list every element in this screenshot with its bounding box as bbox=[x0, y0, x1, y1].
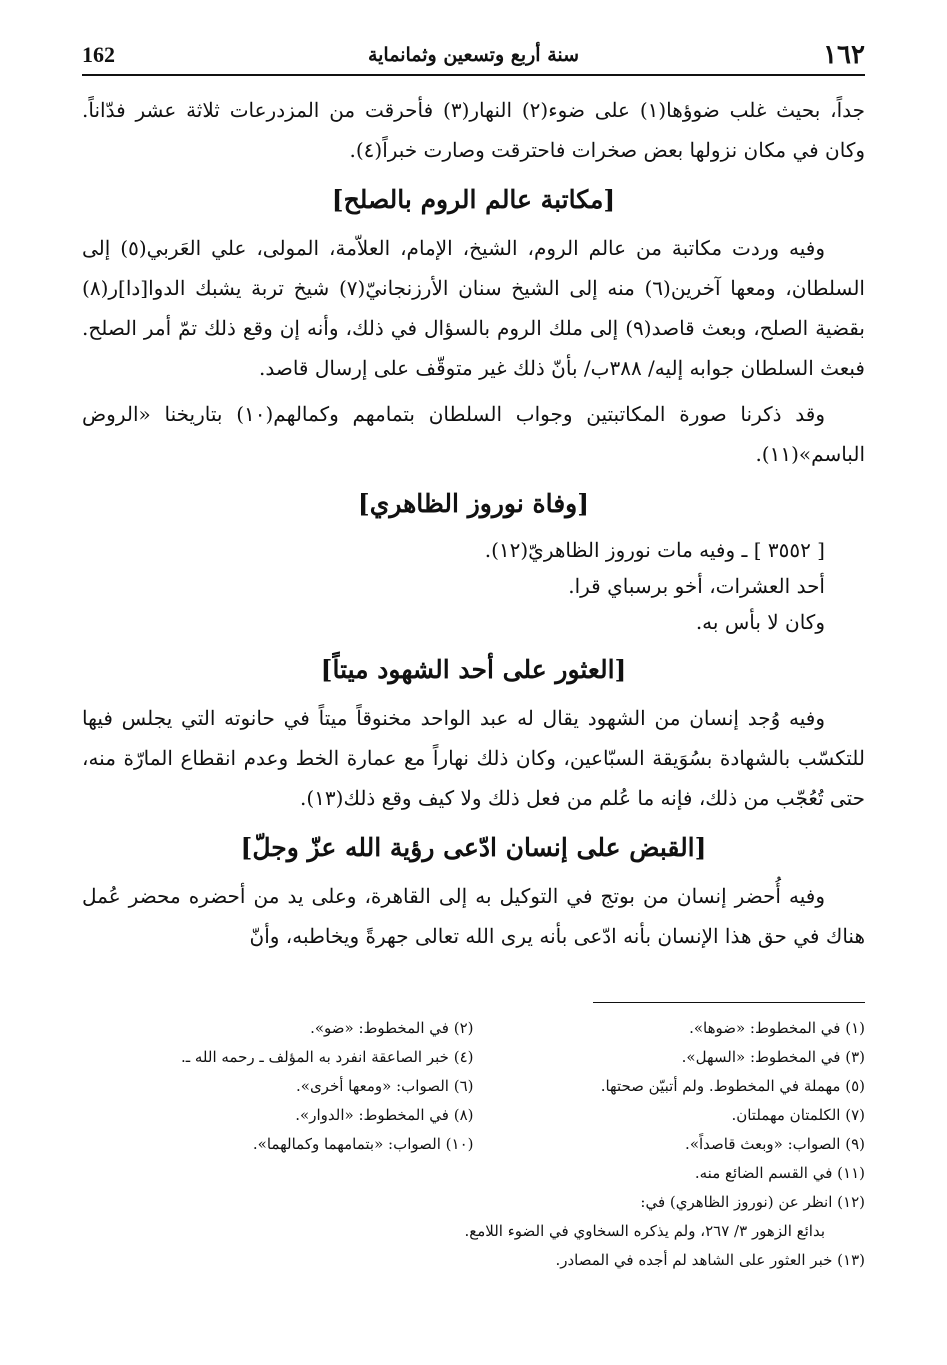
section-heading-rum-letter: [مكاتبة عالم الروم بالصلح] bbox=[331, 185, 616, 214]
footnote: (١١) في القسم الضائع منه. bbox=[694, 1164, 865, 1182]
footnote: (٧) الكلمتان مهملتان. bbox=[731, 1106, 865, 1124]
footnote: (٣) في المخطوط: «السهل». bbox=[681, 1048, 865, 1066]
footnote: (٨) في المخطوط: «الدوار». bbox=[295, 1106, 474, 1124]
footnotes bbox=[82, 1014, 865, 1275]
paragraph-arrest: وفيه أُحضر إنسان من بوتج في التوكيل به إلى القاهرة، وعلى يد من أحضره محضر عُمل هناك في حق هذا الإنسان بأنه ادّعى بأنه يرى الله تعالى جهرةً ويخاطبه، وأنّ bbox=[82, 884, 865, 948]
biography-entry-line: أحد العشرات، أخو برسباي قرا. bbox=[568, 574, 825, 598]
section-heading-arrest: [القبض على إنسان ادّعى رؤية الله عزّ وجلّ] bbox=[240, 833, 707, 862]
footnote: (١) في المخطوط: «ضوها». bbox=[689, 1019, 865, 1037]
biography-entry-line: وكان لا بأس به. bbox=[695, 610, 825, 634]
biography-entry-line: [ ٣٥٥٢ ] ـ وفيه مات نوروز الظاهريّ(١٢). bbox=[484, 538, 825, 562]
footnote: (١٣) خبر العثور على الشاهد لم أجده في المصادر. bbox=[555, 1251, 865, 1269]
section-heading-nawruz-death: [وفاة نوروز الظاهري] bbox=[357, 489, 590, 518]
paragraph-continuation: جداً، بحيث غلب ضوؤها(١) على ضوء(٢) النهار(٣) فأحرقت من المزدرعات ثلاثة عشر فدّاناً. وكان في مكان نزولها بعض صخرات فاحترقت وصارت خبراً(٤). bbox=[82, 98, 865, 162]
page-number-arabic: ١٦٢ bbox=[823, 40, 865, 70]
footnote: (٦) الصواب: «ومعها أخرى». bbox=[296, 1077, 474, 1095]
footnote: (٥) مهملة في المخطوط. ولم أتبيّن صحتها. bbox=[600, 1077, 865, 1095]
footnote: (٢) في المخطوط: «ضو». bbox=[310, 1019, 474, 1037]
footnote-divider bbox=[593, 1002, 865, 1003]
paragraph-rum-letter-reference: وقد ذكرنا صورة المكاتبتين وجواب السلطان بتمامهم وكمالهم(١٠) بتاريخنا «الروض الباسم»(١١). bbox=[82, 402, 865, 466]
page-number: 162 bbox=[82, 42, 115, 67]
footnote: (١٠) الصواب: «بتمامهما وكمالهما». bbox=[252, 1135, 474, 1153]
page-header bbox=[82, 40, 865, 76]
paragraph-rum-letter: وفيه وردت مكاتبة من عالم الروم، الشيخ، الإمام، العلاّمة، المولى، علي العَربي(٥) إلى السلطان، ومعها آخرين(٦) منه إلى الشيخ سنان الأرزنجانيّ(٧) شيخ تربة يشبك الدوا[دا]ر(٨) بقضية الصلح، وبعث قاصد(٩) إلى ملك الروم بالسؤال في ذلك، وأنه إن وقع ذلك تمّ أمر الصلح. فبعث السلطان جوابه إليه/ ٣٨٨ب/ بأنّ ذلك غير متوقّف على إرسال قاصد. bbox=[82, 236, 865, 380]
footnote: (٤) خبر الصاعقة انفرد به المؤلف ـ رحمه الله ـ. bbox=[180, 1048, 474, 1066]
paragraph-witness-found: وفيه وُجد إنسان من الشهود يقال له عبد الواحد مخنوقاً ميتاً في حانوته التي يجلس فيها للتكسّب بالشهادة بسُوَيقة السبّاعين، وكان ذلك نهاراً مع عمارة الخط وعدم انقطاع المارّة منه، حتى تُعُجّب من ذلك، فإنه ما عُلم من فعل ذلك ولا كيف وقع ذلك(١٣). bbox=[82, 706, 865, 810]
section-heading-witness-found: [العثور على أحد الشهود ميتاً] bbox=[320, 655, 627, 684]
main-text bbox=[82, 90, 865, 962]
footnote-continuation: بدائع الزهور ٣/ ٢٦٧، ولم يذكره السخاوي في الضوء اللامع. bbox=[464, 1222, 825, 1240]
footnote: (١٢) انظر عن (نوروز الظاهري) في: bbox=[640, 1193, 865, 1211]
footnote: (٩) الصواب: «وبعث قاصداً». bbox=[685, 1135, 865, 1153]
running-title: سنة أربع وتسعين وثمانماية bbox=[367, 44, 580, 66]
